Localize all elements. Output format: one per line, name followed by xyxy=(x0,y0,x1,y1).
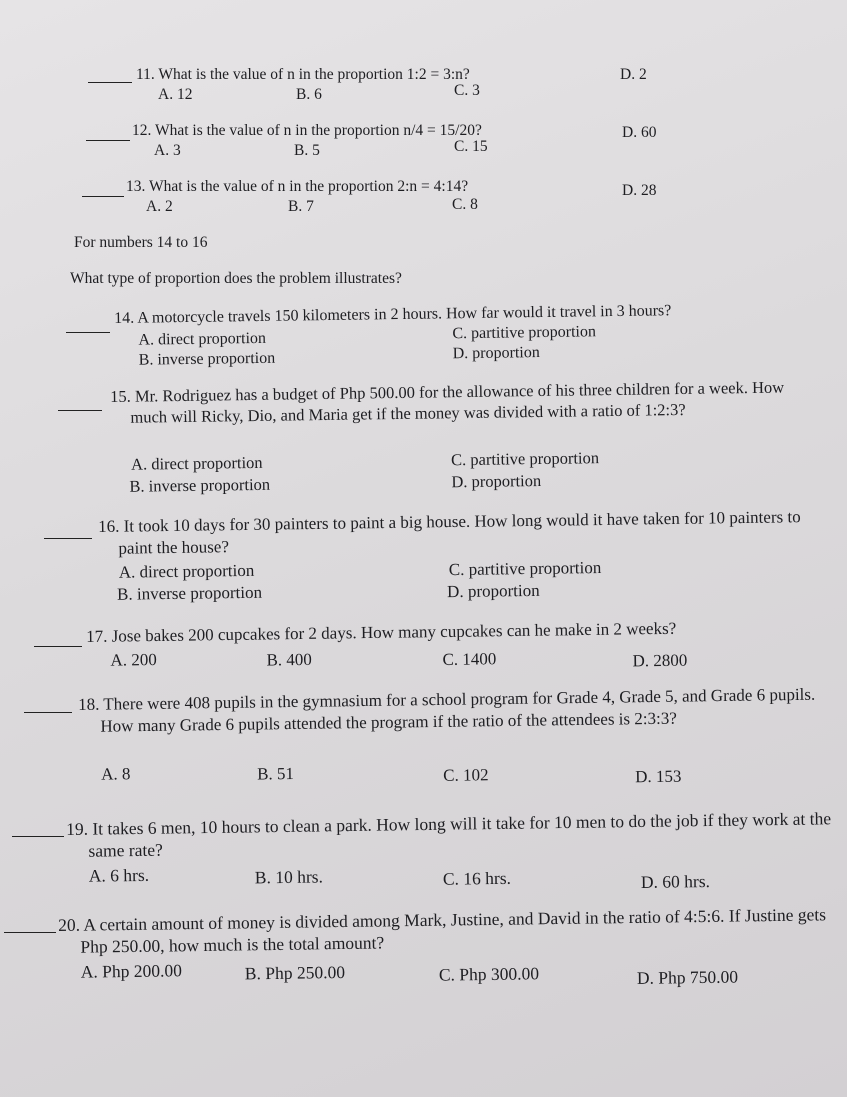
question-stem: 12. What is the value of n in the proportion n/4 = 15/20? xyxy=(132,122,482,139)
option-a: A. direct proportion xyxy=(118,560,255,582)
option-a: A. Php 200.00 xyxy=(80,960,183,982)
option-c: C. 8 xyxy=(452,196,478,213)
answer-blank[interactable] xyxy=(4,932,56,933)
answer-blank[interactable] xyxy=(44,538,92,539)
answer-blank[interactable] xyxy=(86,140,130,141)
option-b: B. 7 xyxy=(288,198,314,215)
option-b: B. inverse proportion xyxy=(129,474,271,496)
option-d: D. 2 xyxy=(620,66,647,83)
option-c: C. Php 300.00 xyxy=(438,963,540,985)
option-a: A. direct proportion xyxy=(130,452,263,474)
option-b: B. Php 250.00 xyxy=(244,961,346,984)
option-a: A. 3 xyxy=(154,142,181,159)
answer-blank[interactable] xyxy=(58,410,102,411)
option-a: A. 8 xyxy=(100,764,131,784)
option-b: B. 5 xyxy=(294,142,320,159)
option-a: A. direct proportion xyxy=(138,329,267,349)
question-stem: 18. There were 408 pupils in the gymnasium for a school program for Grade 4, Grade 5, and Grade 6 pupils. How many Grade 6 pupils attended the program if the ratio of the attendees is 2:3:3? xyxy=(78,684,816,736)
question-stem: 11. What is the value of n in the proportion 1:2 = 3:n? xyxy=(136,66,470,83)
option-c: C. 16 hrs. xyxy=(442,867,512,889)
option-c: C. partitive proportion xyxy=(448,557,602,580)
option-d: D. proportion xyxy=(451,470,542,492)
option-c: C. 1400 xyxy=(442,649,497,670)
option-d: D. 60 xyxy=(622,124,657,141)
option-c: C. partitive proportion xyxy=(452,323,597,343)
question-stem: 14. A motorcycle travels 150 kilometers in 2 hours. How far would it travel in 3 hours? xyxy=(114,302,672,327)
question-stem: 13. What is the value of n in the proportion 2:n = 4:14? xyxy=(126,178,469,195)
option-b: B. 10 hrs. xyxy=(254,866,324,888)
answer-blank[interactable] xyxy=(66,332,110,333)
option-a: A. 12 xyxy=(158,86,193,103)
option-b: B. 51 xyxy=(257,763,295,784)
option-d: D. 2800 xyxy=(632,650,688,671)
instruction-prompt: What type of proportion does the problem illustrates? xyxy=(70,270,402,287)
option-c: C. 102 xyxy=(443,765,489,785)
question-stem: 16. It took 10 days for 30 painters to paint a big house. How long would it have taken for 10 painters to paint the house? xyxy=(98,507,801,558)
option-b: B. inverse proportion xyxy=(116,582,263,604)
option-b: B. 400 xyxy=(266,649,312,670)
answer-blank[interactable] xyxy=(88,82,132,83)
option-d: D. 153 xyxy=(635,766,682,787)
answer-blank[interactable] xyxy=(82,196,124,197)
answer-blank[interactable] xyxy=(24,712,72,713)
option-a: A. 200 xyxy=(110,650,157,670)
option-c: C. 3 xyxy=(454,82,480,99)
option-d: D. Php 750.00 xyxy=(636,966,739,988)
answer-blank[interactable] xyxy=(12,836,64,837)
instruction-range: For numbers 14 to 16 xyxy=(74,234,208,251)
option-b: B. inverse proportion xyxy=(138,349,276,369)
option-c: C. partitive proportion xyxy=(450,448,600,470)
question-stem: 20. A certain amount of money is divided among Mark, Justine, and David in the ratio of 4:5:6. If Justine gets Php 250.00, how much is the total amount? xyxy=(58,904,827,957)
option-b: B. 6 xyxy=(296,86,322,103)
option-d: D. 60 hrs. xyxy=(640,871,711,892)
option-d: D. proportion xyxy=(452,344,540,363)
question-stem: 17. Jose bakes 200 cupcakes for 2 days. How many cupcakes can he make in 2 weeks? xyxy=(86,618,677,646)
option-d: D. proportion xyxy=(446,580,540,602)
option-c: C. 15 xyxy=(454,138,488,155)
question-stem: 15. Mr. Rodriguez has a budget of Php 500.00 for the allowance of his three children for a week. How much will Ricky, Dio, and Maria get if the money was divided with a ratio of 1:2:3? xyxy=(110,377,785,427)
option-a: A. 6 hrs. xyxy=(88,864,150,886)
question-stem: 19. It takes 6 men, 10 hours to clean a park. How long will it take for 10 men to do the job if they work at the same rate? xyxy=(66,808,832,861)
option-d: D. 28 xyxy=(622,182,657,199)
option-a: A. 2 xyxy=(146,198,173,215)
answer-blank[interactable] xyxy=(34,646,82,647)
